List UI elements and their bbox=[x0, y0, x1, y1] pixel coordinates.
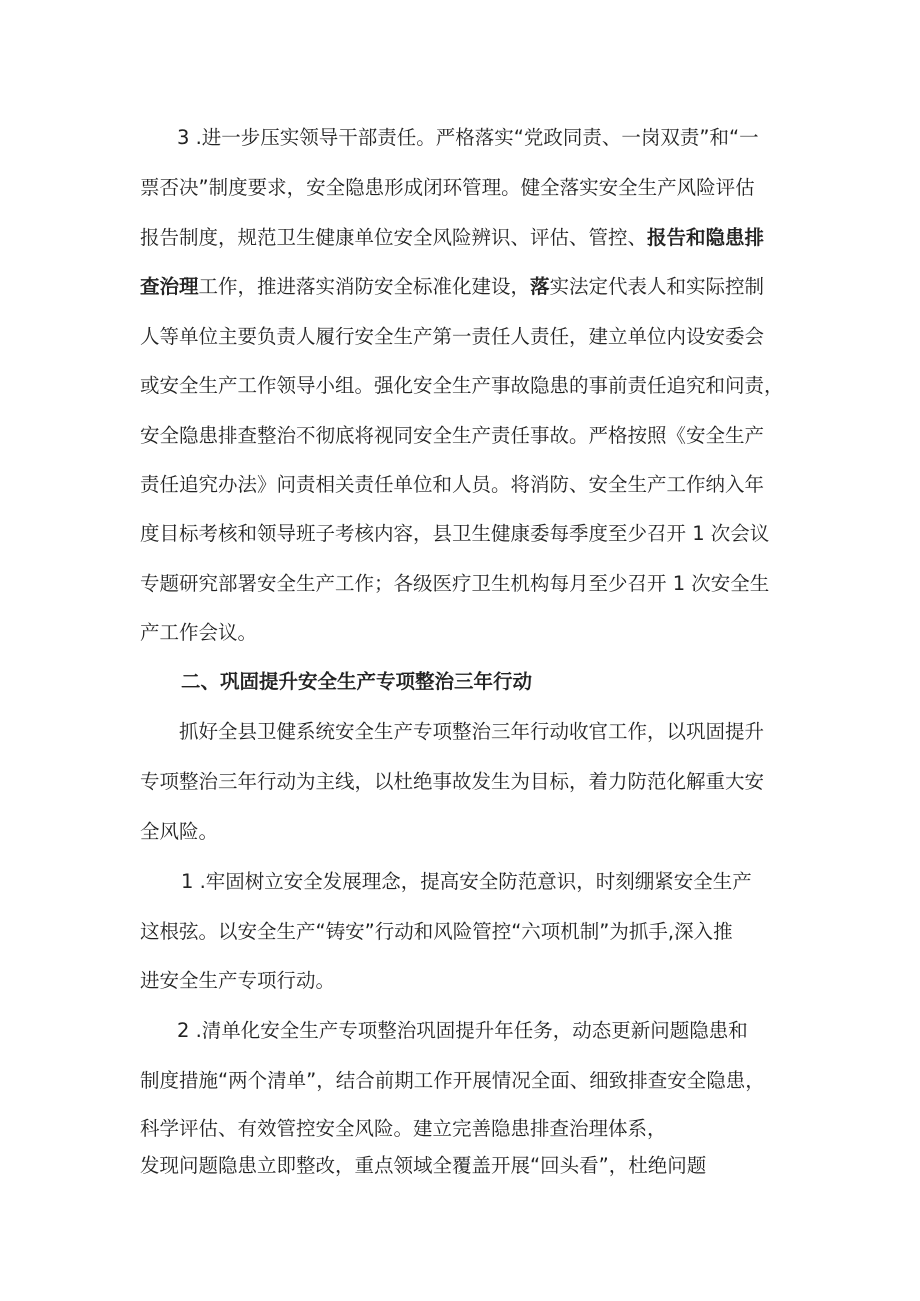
bold-text: 报告和隐患排 bbox=[647, 226, 765, 249]
text-line: 1 .牢固树立安全发展理念，提高安全防范意识，时刻绷紧安全生产 bbox=[181, 870, 752, 893]
text-line: 专题研究部署安全生产工作；各级医疗卫生机构每月至少召开 1 次安全生 bbox=[140, 572, 770, 595]
bold-text: 落 bbox=[530, 275, 550, 298]
text-line: 发现问题隐患立即整改，重点领域全覆盖开展“回头看”，杜绝问题 bbox=[140, 1154, 707, 1177]
text-line: 或安全生产工作领导小组。强化安全生产事故隐患的事前责任追究和问责， bbox=[140, 374, 784, 397]
text-line: 责任追究办法》问责相关责任单位和人员。将消防、安全生产工作纳入年 bbox=[140, 473, 765, 496]
text-line: 度目标考核和领导班子考核内容，县卫生健康委每季度至少召开 1 次会议 bbox=[140, 522, 770, 545]
text-line: 查治理工作，推进落实消防安全标准化建设，落实法定代表人和实际控制 bbox=[140, 275, 765, 298]
bold-text: 查治理 bbox=[140, 275, 199, 298]
section-heading: 二、巩固提升安全生产专项整治三年行动 bbox=[181, 670, 533, 693]
text-line: 2 .清单化安全生产专项整治巩固提升年任务，动态更新问题隐患和 bbox=[177, 1019, 748, 1042]
text-line: 产工作会议。 bbox=[140, 621, 258, 644]
text-line: 全风险。 bbox=[140, 820, 219, 843]
text-line: 安全隐患排查整治不彻底将视同安全生产责任事故。严格按照《安全生产 bbox=[140, 424, 765, 447]
text-line: 票否决”制度要求，安全隐患形成闭环管理。健全落实安全生产风险评估 bbox=[140, 176, 755, 199]
text-line: 制度措施“两个清单”，结合前期工作开展情况全面、细致排查安全隐患， bbox=[140, 1069, 765, 1092]
text-line: 科学评估、有效管控安全风险。建立完善隐患排查治理体系， bbox=[140, 1117, 667, 1140]
text-line: 进安全生产专项行动。 bbox=[140, 969, 336, 992]
text-line: 人等单位主要负责人履行安全生产第一责任人责任，建立单位内设安委会 bbox=[140, 325, 765, 348]
text-line: 这根弦。以安全生产“铸安”行动和风险管控“六项机制”为抓手,深入推 bbox=[140, 920, 733, 943]
text-line: 报告制度，规范卫生健康单位安全风险辨识、评估、管控、报告和隐患排 bbox=[140, 226, 765, 249]
text-line: 专项整治三年行动为主线，以杜绝事故发生为目标，着力防范化解重大安 bbox=[140, 770, 765, 793]
text-line: 3 .进一步压实领导干部责任。严格落实“党政同责、一岗双责”和“一 bbox=[177, 126, 759, 149]
text-line: 抓好全县卫健系统安全生产专项整治三年行动收官工作，以巩固提升 bbox=[179, 720, 765, 743]
